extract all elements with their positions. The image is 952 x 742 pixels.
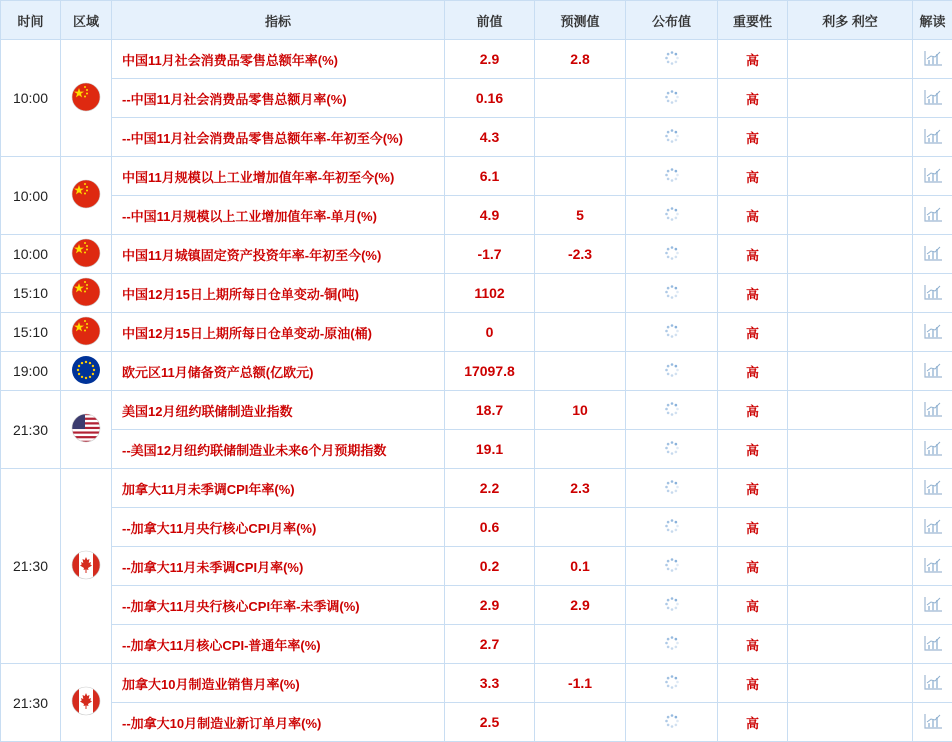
forecast-value: 0.1 <box>535 547 626 586</box>
analysis-cell[interactable] <box>913 664 952 703</box>
bull-bear-cell <box>788 352 913 391</box>
analysis-cell[interactable] <box>913 508 952 547</box>
region-cell <box>61 274 112 313</box>
loading-icon <box>664 674 680 693</box>
importance-level: 高 <box>718 274 788 313</box>
release-time: 21:30 <box>1 664 61 742</box>
analysis-cell[interactable] <box>913 40 952 79</box>
previous-value: 3.3 <box>445 664 535 703</box>
header-indicator: 指标 <box>112 1 445 40</box>
table-body <box>1 40 952 742</box>
chart-icon[interactable] <box>923 439 943 460</box>
analysis-cell[interactable] <box>913 313 952 352</box>
forecast-value <box>535 79 626 118</box>
previous-value: 0.6 <box>445 508 535 547</box>
importance-level: 高 <box>718 430 788 469</box>
actual-value <box>626 313 718 352</box>
eu-flag-icon <box>71 355 101 388</box>
chart-icon[interactable] <box>923 205 943 226</box>
forecast-value <box>535 625 626 664</box>
loading-icon <box>664 89 680 108</box>
table-row[interactable] <box>1 79 952 118</box>
previous-value: 4.3 <box>445 118 535 157</box>
forecast-value <box>535 157 626 196</box>
header-forecast: 预测值 <box>535 1 626 40</box>
cn-flag-icon <box>71 179 101 212</box>
actual-value <box>626 508 718 547</box>
indicator-name[interactable]: --加拿大11月央行核心CPI月率(%) <box>112 508 445 547</box>
importance-level: 高 <box>718 469 788 508</box>
actual-value <box>626 157 718 196</box>
bull-bear-cell <box>788 157 913 196</box>
actual-value <box>626 664 718 703</box>
analysis-cell[interactable] <box>913 157 952 196</box>
us-flag-icon <box>71 413 101 446</box>
loading-icon <box>664 245 680 264</box>
loading-icon <box>664 713 680 732</box>
analysis-cell[interactable] <box>913 469 952 508</box>
loading-icon <box>664 206 680 225</box>
chart-icon[interactable] <box>923 517 943 538</box>
actual-value <box>626 274 718 313</box>
analysis-cell[interactable] <box>913 547 952 586</box>
release-time: 10:00 <box>1 40 61 157</box>
loading-icon <box>664 557 680 576</box>
forecast-value: 2.3 <box>535 469 626 508</box>
forecast-value <box>535 274 626 313</box>
actual-value <box>626 196 718 235</box>
analysis-cell[interactable] <box>913 118 952 157</box>
analysis-cell[interactable] <box>913 196 952 235</box>
actual-value <box>626 352 718 391</box>
chart-icon[interactable] <box>923 634 943 655</box>
previous-value: 1102 <box>445 274 535 313</box>
analysis-cell[interactable] <box>913 703 952 742</box>
importance-level: 高 <box>718 391 788 430</box>
forecast-value: -1.1 <box>535 664 626 703</box>
indicator-name[interactable]: 加拿大10月制造业销售月率(%) <box>112 664 445 703</box>
header-bull-bear: 利多 利空 <box>788 1 913 40</box>
actual-value <box>626 430 718 469</box>
cn-flag-icon <box>71 277 101 310</box>
forecast-value: 2.9 <box>535 586 626 625</box>
importance-level: 高 <box>718 352 788 391</box>
chart-icon[interactable] <box>923 556 943 577</box>
table-row[interactable] <box>1 469 952 508</box>
analysis-cell[interactable] <box>913 430 952 469</box>
header-time: 时间 <box>1 1 61 40</box>
chart-icon[interactable] <box>923 88 943 109</box>
table-row[interactable] <box>1 508 952 547</box>
table-row[interactable] <box>1 703 952 742</box>
table-row[interactable] <box>1 547 952 586</box>
importance-level: 高 <box>718 196 788 235</box>
bull-bear-cell <box>788 391 913 430</box>
importance-level: 高 <box>718 703 788 742</box>
chart-icon[interactable] <box>923 712 943 733</box>
region-cell <box>61 235 112 274</box>
bull-bear-cell <box>788 274 913 313</box>
actual-value <box>626 625 718 664</box>
indicator-name[interactable]: 中国12月15日上期所每日仓单变动-原油(桶) <box>112 313 445 352</box>
region-cell <box>61 157 112 235</box>
forecast-value <box>535 430 626 469</box>
previous-value: 0 <box>445 313 535 352</box>
indicator-name[interactable]: 中国12月15日上期所每日仓单变动-铜(吨) <box>112 274 445 313</box>
loading-icon <box>664 401 680 420</box>
chart-icon[interactable] <box>923 673 943 694</box>
importance-level: 高 <box>718 586 788 625</box>
table-row[interactable] <box>1 586 952 625</box>
release-time: 19:00 <box>1 352 61 391</box>
header-analysis: 解读 <box>913 1 952 40</box>
table-row[interactable] <box>1 352 952 391</box>
actual-value <box>626 235 718 274</box>
bull-bear-cell <box>788 40 913 79</box>
bull-bear-cell <box>788 625 913 664</box>
indicator-name[interactable]: --加拿大11月央行核心CPI年率-未季调(%) <box>112 586 445 625</box>
actual-value <box>626 40 718 79</box>
ca-flag-icon <box>71 550 101 583</box>
bull-bear-cell <box>788 469 913 508</box>
release-time: 10:00 <box>1 235 61 274</box>
chart-icon[interactable] <box>923 283 943 304</box>
bull-bear-cell <box>788 430 913 469</box>
table-row[interactable] <box>1 313 952 352</box>
importance-level: 高 <box>718 40 788 79</box>
analysis-cell[interactable] <box>913 352 952 391</box>
loading-icon <box>664 596 680 615</box>
indicator-name[interactable]: 欧元区11月储备资产总额(亿欧元) <box>112 352 445 391</box>
table-row[interactable] <box>1 664 952 703</box>
release-time: 21:30 <box>1 391 61 469</box>
header-previous: 前值 <box>445 1 535 40</box>
cn-flag-icon <box>71 316 101 349</box>
previous-value: 17097.8 <box>445 352 535 391</box>
table-row[interactable] <box>1 430 952 469</box>
header-importance: 重要性 <box>718 1 788 40</box>
forecast-value: 2.8 <box>535 40 626 79</box>
chart-icon[interactable] <box>923 361 943 382</box>
analysis-cell[interactable] <box>913 235 952 274</box>
loading-icon <box>664 440 680 459</box>
actual-value <box>626 547 718 586</box>
importance-level: 高 <box>718 625 788 664</box>
loading-icon <box>664 362 680 381</box>
indicator-name[interactable]: 中国11月社会消费品零售总额年率(%) <box>112 40 445 79</box>
importance-level: 高 <box>718 664 788 703</box>
analysis-cell[interactable] <box>913 586 952 625</box>
indicator-name[interactable]: --加拿大10月制造业新订单月率(%) <box>112 703 445 742</box>
cn-flag-icon <box>71 82 101 115</box>
forecast-value <box>535 508 626 547</box>
analysis-cell[interactable] <box>913 274 952 313</box>
table-row[interactable] <box>1 235 952 274</box>
previous-value: 0.2 <box>445 547 535 586</box>
indicator-name[interactable]: --美国12月纽约联储制造业未来6个月预期指数 <box>112 430 445 469</box>
release-time: 15:10 <box>1 274 61 313</box>
release-time: 10:00 <box>1 157 61 235</box>
bull-bear-cell <box>788 664 913 703</box>
forecast-value <box>535 703 626 742</box>
indicator-name[interactable]: --加拿大11月未季调CPI月率(%) <box>112 547 445 586</box>
bull-bear-cell <box>788 703 913 742</box>
chart-icon[interactable] <box>923 478 943 499</box>
cn-flag-icon <box>71 238 101 271</box>
chart-icon[interactable] <box>923 127 943 148</box>
bull-bear-cell <box>788 79 913 118</box>
indicator-name[interactable]: --中国11月规模以上工业增加值年率-单月(%) <box>112 196 445 235</box>
header-region: 区域 <box>61 1 112 40</box>
previous-value: 2.7 <box>445 625 535 664</box>
actual-value <box>626 391 718 430</box>
indicator-name[interactable]: 加拿大11月未季调CPI年率(%) <box>112 469 445 508</box>
forecast-value <box>535 118 626 157</box>
actual-value <box>626 118 718 157</box>
loading-icon <box>664 518 680 537</box>
analysis-cell[interactable] <box>913 79 952 118</box>
region-cell <box>61 391 112 469</box>
bull-bear-cell <box>788 586 913 625</box>
region-cell <box>61 40 112 157</box>
importance-level: 高 <box>718 157 788 196</box>
chart-icon[interactable] <box>923 322 943 343</box>
region-cell <box>61 352 112 391</box>
loading-icon <box>664 323 680 342</box>
table-row[interactable] <box>1 118 952 157</box>
previous-value: 0.16 <box>445 79 535 118</box>
actual-value <box>626 469 718 508</box>
loading-icon <box>664 167 680 186</box>
region-cell <box>61 664 112 742</box>
forecast-value: 10 <box>535 391 626 430</box>
table-row[interactable] <box>1 625 952 664</box>
actual-value <box>626 586 718 625</box>
forecast-value <box>535 352 626 391</box>
table-row[interactable] <box>1 157 952 196</box>
chart-icon[interactable] <box>923 400 943 421</box>
table-header <box>1 1 952 40</box>
previous-value: 2.5 <box>445 703 535 742</box>
bull-bear-cell <box>788 547 913 586</box>
table-row[interactable] <box>1 40 952 79</box>
actual-value <box>626 703 718 742</box>
region-cell <box>61 469 112 664</box>
indicator-name[interactable]: 美国12月纽约联储制造业指数 <box>112 391 445 430</box>
table-row[interactable] <box>1 274 952 313</box>
previous-value: 18.7 <box>445 391 535 430</box>
importance-level: 高 <box>718 508 788 547</box>
importance-level: 高 <box>718 235 788 274</box>
importance-level: 高 <box>718 313 788 352</box>
release-time: 21:30 <box>1 469 61 664</box>
chart-icon[interactable] <box>923 244 943 265</box>
chart-icon[interactable] <box>923 49 943 70</box>
indicator-name[interactable]: --中国11月社会消费品零售总额月率(%) <box>112 79 445 118</box>
bull-bear-cell <box>788 313 913 352</box>
importance-level: 高 <box>718 79 788 118</box>
actual-value <box>626 79 718 118</box>
loading-icon <box>664 284 680 303</box>
ca-flag-icon <box>71 686 101 719</box>
forecast-value <box>535 313 626 352</box>
bull-bear-cell <box>788 508 913 547</box>
chart-icon[interactable] <box>923 595 943 616</box>
release-time: 15:10 <box>1 313 61 352</box>
indicator-name[interactable]: --中国11月社会消费品零售总额年率-年初至今(%) <box>112 118 445 157</box>
forecast-value: -2.3 <box>535 235 626 274</box>
forecast-value: 5 <box>535 196 626 235</box>
header-actual: 公布值 <box>626 1 718 40</box>
loading-icon <box>664 128 680 147</box>
previous-value: 2.9 <box>445 586 535 625</box>
previous-value: 19.1 <box>445 430 535 469</box>
indicator-name[interactable]: 中国11月规模以上工业增加值年率-年初至今(%) <box>112 157 445 196</box>
previous-value: 6.1 <box>445 157 535 196</box>
analysis-cell[interactable] <box>913 625 952 664</box>
importance-level: 高 <box>718 118 788 157</box>
analysis-cell[interactable] <box>913 391 952 430</box>
previous-value: 4.9 <box>445 196 535 235</box>
table-row[interactable] <box>1 196 952 235</box>
importance-level: 高 <box>718 547 788 586</box>
bull-bear-cell <box>788 196 913 235</box>
chart-icon[interactable] <box>923 166 943 187</box>
bull-bear-cell <box>788 118 913 157</box>
loading-icon <box>664 479 680 498</box>
previous-value: 2.2 <box>445 469 535 508</box>
loading-icon <box>664 635 680 654</box>
previous-value: 2.9 <box>445 40 535 79</box>
loading-icon <box>664 50 680 69</box>
table-row[interactable] <box>1 391 952 430</box>
region-cell <box>61 313 112 352</box>
bull-bear-cell <box>788 235 913 274</box>
indicator-name[interactable]: --加拿大11月核心CPI-普通年率(%) <box>112 625 445 664</box>
previous-value: -1.7 <box>445 235 535 274</box>
indicator-name[interactable]: 中国11月城镇固定资产投资年率-年初至今(%) <box>112 235 445 274</box>
